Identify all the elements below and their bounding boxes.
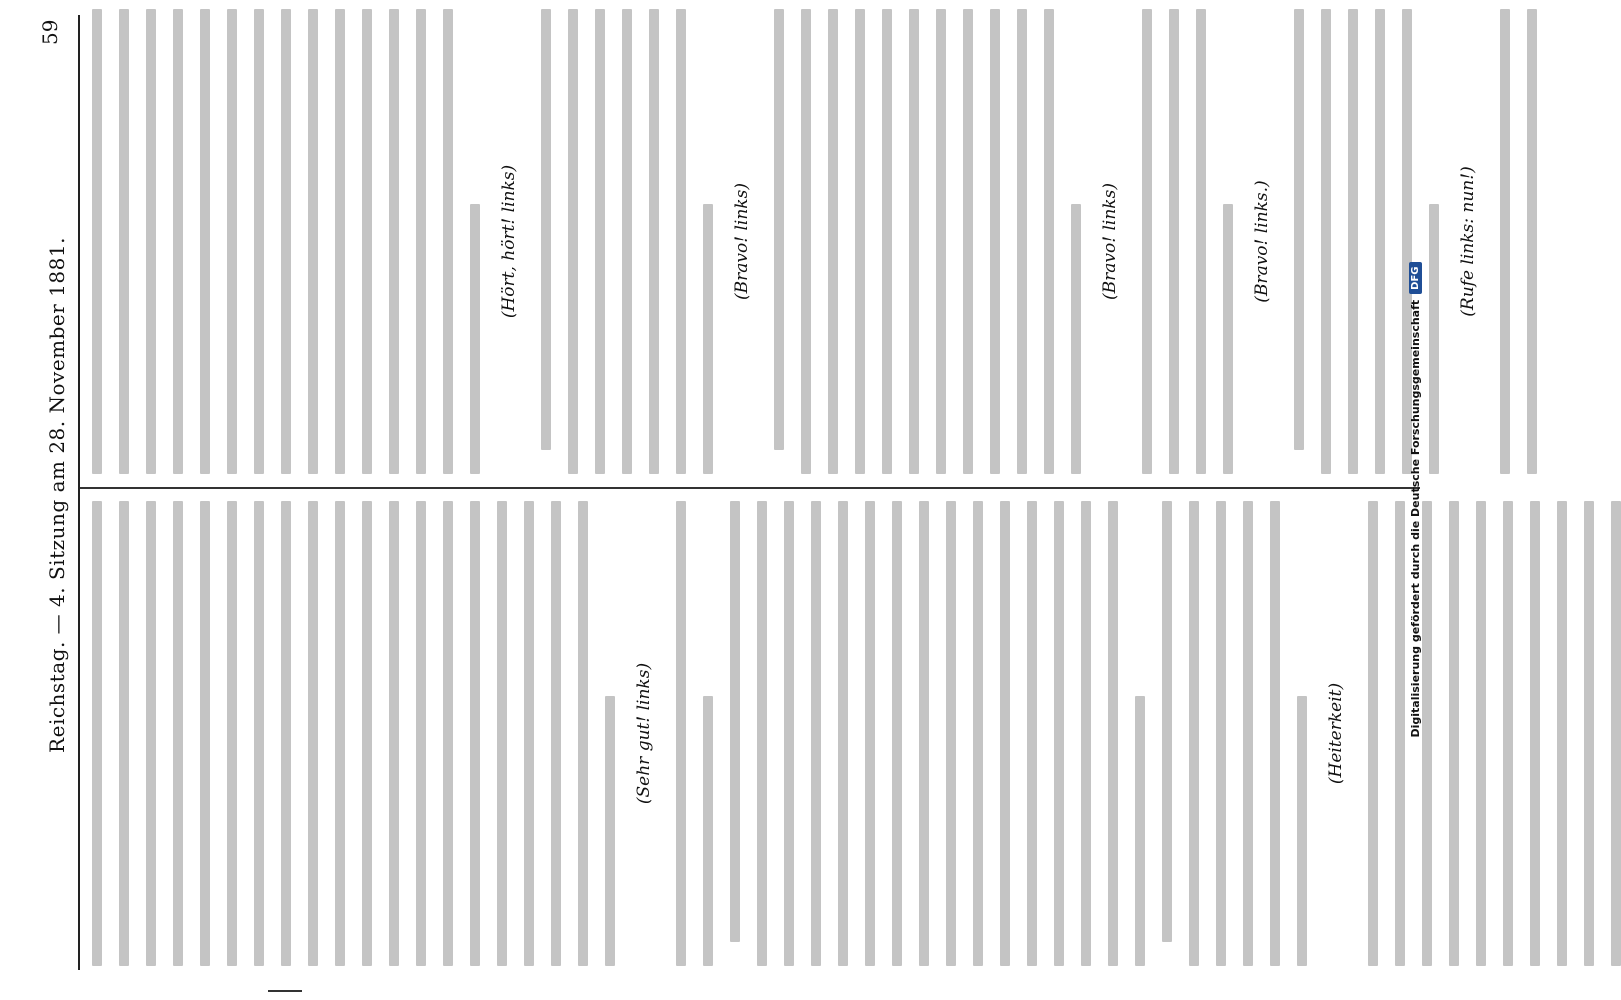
text-line-placeholder <box>1017 9 1027 474</box>
text-line-placeholder <box>335 9 345 474</box>
text-line-placeholder <box>855 9 865 474</box>
text-line-placeholder <box>1503 501 1513 966</box>
text-line-placeholder <box>882 9 892 474</box>
text-line-placeholder <box>1142 9 1152 474</box>
text-line-placeholder <box>1108 501 1118 966</box>
text-line-placeholder <box>1071 204 1081 474</box>
text-line-placeholder <box>1223 204 1233 474</box>
text-line-placeholder <box>1297 696 1307 966</box>
text-line-placeholder <box>774 9 784 450</box>
interjection: (Rufe links: nun!) <box>1458 166 1478 317</box>
text-line-placeholder <box>1321 9 1331 474</box>
text-line-placeholder <box>416 9 426 474</box>
text-line-placeholder <box>730 501 740 942</box>
text-line-placeholder <box>946 501 956 966</box>
text-line-placeholder <box>227 501 237 966</box>
paragraph <box>541 9 713 474</box>
text-line-placeholder <box>1530 501 1540 966</box>
text-line-placeholder <box>308 501 318 966</box>
interjection: (Sehr gut! links) <box>634 662 654 805</box>
text-line-placeholder <box>1294 9 1304 450</box>
text-line-placeholder <box>784 501 794 966</box>
text-line-placeholder <box>416 501 426 966</box>
text-line-placeholder <box>990 9 1000 474</box>
text-line-placeholder <box>1557 501 1567 966</box>
text-line-placeholder <box>389 501 399 966</box>
text-line-placeholder <box>200 501 210 966</box>
text-line-placeholder <box>1348 9 1358 474</box>
text-line-placeholder <box>1527 9 1537 474</box>
text-line-placeholder <box>497 501 507 966</box>
text-line-placeholder <box>828 9 838 474</box>
text-line-placeholder <box>622 9 632 474</box>
header-rule <box>78 15 80 970</box>
paragraph <box>730 501 1145 966</box>
paragraph <box>1500 9 1537 474</box>
text-line-placeholder <box>811 501 821 966</box>
text-line-placeholder <box>838 501 848 966</box>
text-line-placeholder <box>281 9 291 474</box>
text-line-placeholder <box>1584 501 1594 966</box>
interjection: (Bravo! links.) <box>1252 180 1272 303</box>
text-line-placeholder <box>1169 9 1179 474</box>
text-line-placeholder <box>568 9 578 474</box>
text-line-placeholder <box>200 9 210 474</box>
text-line-placeholder <box>703 204 713 474</box>
text-line-placeholder <box>1216 501 1226 966</box>
paragraph <box>1162 501 1307 966</box>
text-line-placeholder <box>335 501 345 966</box>
text-line-placeholder <box>936 9 946 474</box>
paragraph <box>92 9 480 474</box>
text-line-placeholder <box>173 501 183 966</box>
text-line-placeholder <box>92 9 102 474</box>
text-line-placeholder <box>470 204 480 474</box>
text-line-placeholder <box>703 696 713 966</box>
text-line-placeholder <box>254 9 264 474</box>
interjection: (Bravo! links) <box>1100 183 1120 300</box>
text-line-placeholder <box>1189 501 1199 966</box>
text-line-placeholder <box>757 501 767 966</box>
text-line-placeholder <box>1027 501 1037 966</box>
interjection: (Bravo! links) <box>732 183 752 300</box>
text-line-placeholder <box>1611 501 1621 966</box>
text-line-placeholder <box>119 9 129 474</box>
text-line-placeholder <box>1081 501 1091 966</box>
text-line-placeholder <box>1054 501 1064 966</box>
text-line-placeholder <box>605 696 615 966</box>
text-line-placeholder <box>443 9 453 474</box>
text-line-placeholder <box>919 501 929 966</box>
text-line-placeholder <box>362 9 372 474</box>
text-line-placeholder <box>973 501 983 966</box>
text-line-placeholder <box>801 9 811 474</box>
text-line-placeholder <box>308 9 318 474</box>
text-line-placeholder <box>1449 501 1459 966</box>
text-line-placeholder <box>227 9 237 474</box>
text-line-placeholder <box>1196 9 1206 474</box>
paragraph <box>774 9 1081 474</box>
text-line-placeholder <box>578 501 588 966</box>
text-line-placeholder <box>362 501 372 966</box>
text-line-placeholder <box>963 9 973 474</box>
text-line-placeholder <box>119 501 129 966</box>
text-line-placeholder <box>541 9 551 450</box>
interjection: (Heiterkeit) <box>1326 682 1346 785</box>
text-line-placeholder <box>92 501 102 966</box>
text-line-placeholder <box>676 501 686 966</box>
digitization-credit <box>1402 0 1428 1000</box>
footer-mark <box>268 990 302 992</box>
text-line-placeholder <box>146 501 156 966</box>
text-line-placeholder <box>649 9 659 474</box>
text-line-placeholder <box>470 501 480 966</box>
paragraph <box>1142 9 1233 474</box>
text-line-placeholder <box>173 9 183 474</box>
text-line-placeholder <box>1270 501 1280 966</box>
text-line-placeholder <box>1162 501 1172 942</box>
text-line-placeholder <box>1044 9 1054 474</box>
text-line-placeholder <box>389 9 399 474</box>
text-line-placeholder <box>1000 501 1010 966</box>
dfg-logo-icon: DFG <box>1409 263 1422 294</box>
text-line-placeholder <box>551 501 561 966</box>
text-line-placeholder <box>1243 501 1253 966</box>
text-line-placeholder <box>146 9 156 474</box>
left-column <box>92 501 1412 966</box>
paragraph <box>92 501 615 966</box>
running-header: Reichstag. — 4. Sitzung am 28. November 1881. <box>45 237 69 753</box>
text-line-placeholder <box>595 9 605 474</box>
digitization-credit-text: Digitalisierung gefördert durch die Deutsche Forschungsgemeinschaft <box>1408 299 1422 738</box>
text-line-placeholder <box>865 501 875 966</box>
text-line-placeholder <box>909 9 919 474</box>
text-line-placeholder <box>1135 696 1145 966</box>
text-line-placeholder <box>1500 9 1510 474</box>
text-line-placeholder <box>676 9 686 474</box>
text-line-placeholder <box>281 501 291 966</box>
text-line-placeholder <box>1368 501 1378 966</box>
text-line-placeholder <box>1476 501 1486 966</box>
page-number: 59 <box>38 19 62 45</box>
text-line-placeholder <box>1375 9 1385 474</box>
column-divider <box>80 487 1420 489</box>
text-line-placeholder <box>1429 204 1439 474</box>
text-line-placeholder <box>524 501 534 966</box>
paragraph <box>676 501 713 966</box>
text-line-placeholder <box>443 501 453 966</box>
interjection: (Hört, hört! links) <box>499 164 519 319</box>
text-line-placeholder <box>254 501 264 966</box>
text-line-placeholder <box>892 501 902 966</box>
